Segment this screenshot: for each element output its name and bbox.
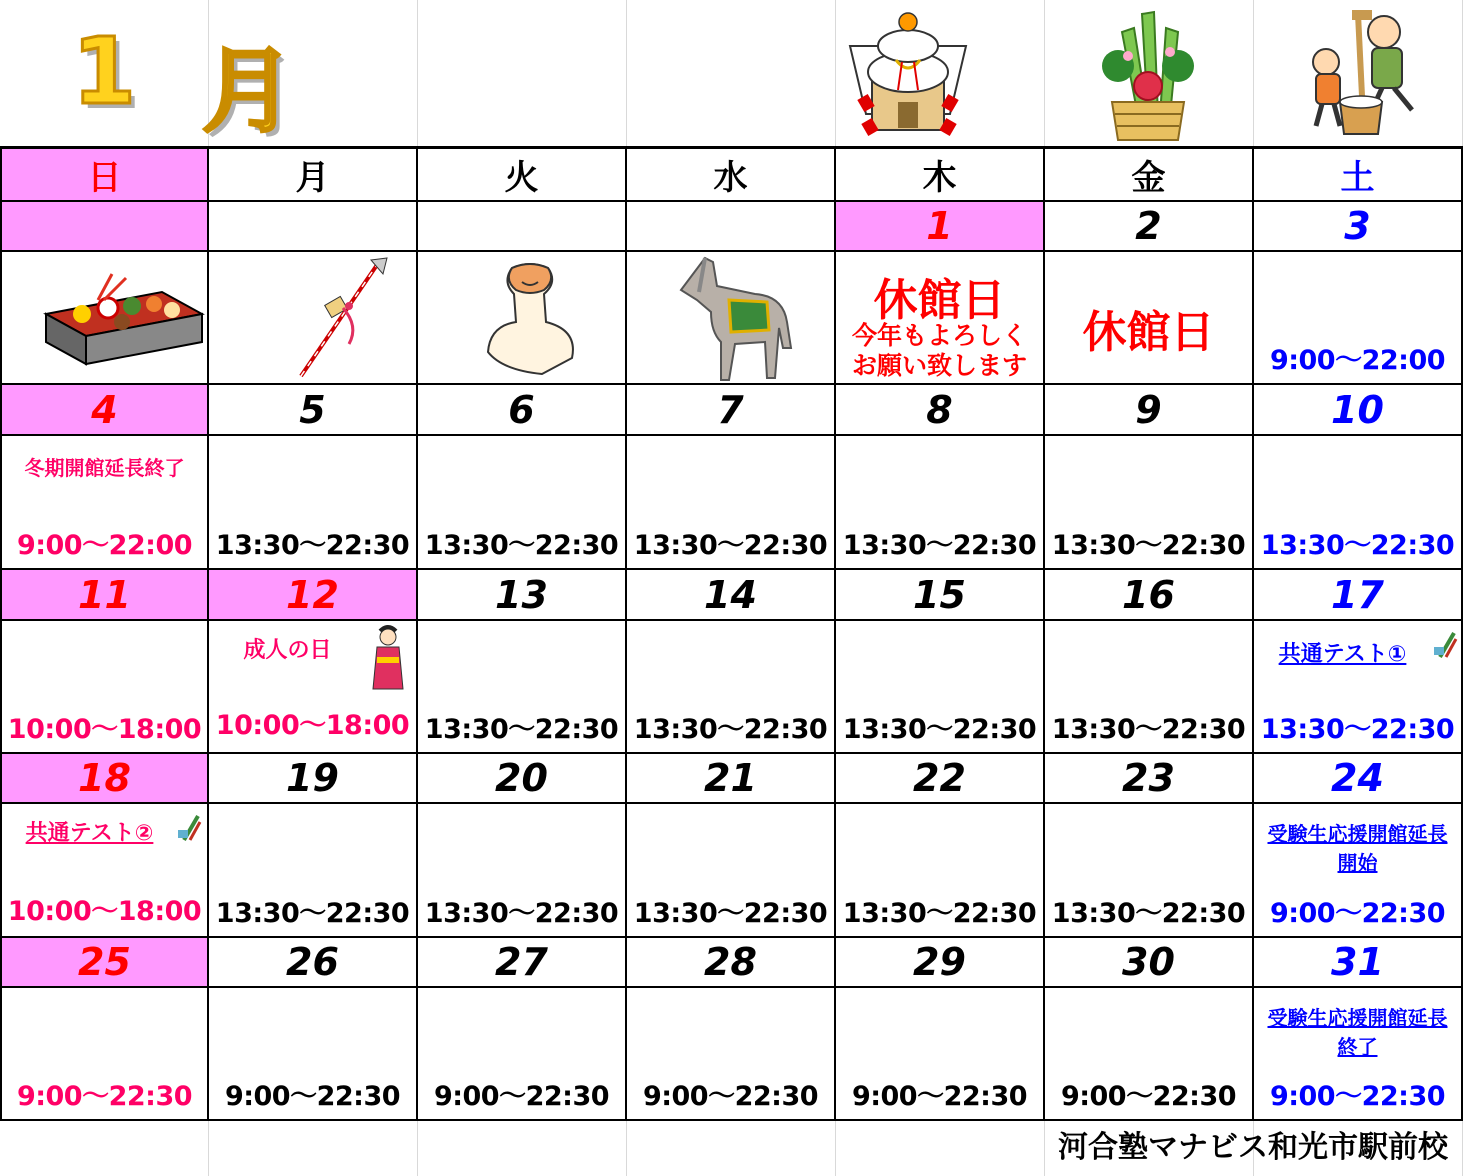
event-note: 受験生応援開館延長 終了 (1267, 1006, 1448, 1059)
day-body (0, 804, 209, 938)
date-cell: 20 (418, 754, 627, 804)
day-body (418, 436, 627, 570)
day-body (418, 252, 627, 385)
date-cell: 3 (1254, 202, 1463, 252)
date-cell: 18 (0, 754, 209, 804)
weekday-sunday: 日 (0, 146, 209, 202)
date-cell (627, 202, 836, 252)
date-cell: 19 (209, 754, 418, 804)
opening-hours: 13:30～22:30 (1051, 714, 1246, 745)
date-cell: 2 (1045, 202, 1254, 252)
date-cell (209, 202, 418, 252)
date-cell: 22 (836, 754, 1045, 804)
weekday-wednesday: 水 (627, 146, 836, 202)
month-kanji: 月 (202, 38, 295, 145)
kagamimochi-icon (842, 10, 974, 144)
date-cell: 14 (627, 570, 836, 621)
opening-hours: 13:30～22:30 (633, 530, 828, 561)
day-body (1254, 252, 1463, 385)
mochitsuki-icon (1302, 10, 1438, 138)
date-cell: 7 (627, 385, 836, 436)
day-body (627, 988, 836, 1121)
event-note: 受験生応援開館延長 開始 (1267, 822, 1448, 875)
opening-hours: 9:00～22:30 (16, 1081, 193, 1112)
day-body (1254, 436, 1463, 570)
greeting-line-2: お願い致します (851, 351, 1027, 380)
weekday-friday: 金 (1045, 146, 1254, 202)
day-body (1045, 436, 1254, 570)
opening-hours: 13:30～22:30 (424, 530, 619, 561)
event-note: 共通テスト② (25, 821, 154, 846)
date-cell: 4 (0, 385, 209, 436)
day-body (209, 252, 418, 385)
date-cell: 23 (1045, 754, 1254, 804)
date-cell: 5 (209, 385, 418, 436)
day-body-closed (836, 252, 1045, 385)
date-cell: 30 (1045, 938, 1254, 988)
opening-hours: 13:30～22:30 (424, 898, 619, 929)
opening-hours: 13:30～22:30 (215, 898, 410, 929)
day-body (0, 252, 209, 385)
opening-hours: 9:00～22:30 (851, 1081, 1028, 1112)
day-body (209, 436, 418, 570)
date-cell: 9 (1045, 385, 1254, 436)
date-cell: 28 (627, 938, 836, 988)
date-cell-holiday: 12 (209, 570, 418, 621)
day-body (418, 988, 627, 1121)
opening-hours: 9:00～22:30 (1269, 898, 1446, 929)
opening-hours: 9:00～22:30 (433, 1081, 610, 1112)
day-body (1254, 804, 1463, 938)
date-cell: 13 (418, 570, 627, 621)
kimono-girl-icon (365, 625, 411, 691)
date-cell (0, 202, 209, 252)
opening-hours: 9:00～22:30 (642, 1081, 819, 1112)
opening-hours: 10:00～18:00 (215, 710, 410, 741)
day-body-closed (1045, 252, 1254, 385)
weekday-thursday: 木 (836, 146, 1045, 202)
date-cell (418, 202, 627, 252)
day-body (0, 621, 209, 754)
day-body (209, 988, 418, 1121)
osechi-icon (42, 270, 206, 366)
weekday-tuesday: 火 (418, 146, 627, 202)
date-cell: 24 (1254, 754, 1463, 804)
day-body (836, 436, 1045, 570)
day-body (1045, 804, 1254, 938)
day-body (1045, 621, 1254, 754)
opening-hours: 10:00～18:00 (7, 896, 202, 927)
date-cell: 16 (1045, 570, 1254, 621)
date-cell: 17 (1254, 570, 1463, 621)
opening-hours: 9:00～22:30 (1269, 1081, 1446, 1112)
day-body (209, 621, 418, 754)
opening-hours: 13:30～22:30 (633, 898, 828, 929)
date-cell: 25 (0, 938, 209, 988)
opening-hours: 9:00～22:30 (224, 1081, 401, 1112)
opening-hours: 13:30～22:30 (633, 714, 828, 745)
opening-hours: 13:30～22:30 (1260, 530, 1455, 561)
weekday-monday: 月 (209, 146, 418, 202)
date-cell: 6 (418, 385, 627, 436)
opening-hours: 9:00～22:00 (1269, 345, 1446, 376)
day-body (836, 988, 1045, 1121)
day-body (627, 436, 836, 570)
kadomatsu-icon (1098, 6, 1198, 144)
opening-hours: 13:30～22:30 (842, 714, 1037, 745)
date-cell: 29 (836, 938, 1045, 988)
opening-hours: 13:30～22:30 (842, 898, 1037, 929)
date-cell: 27 (418, 938, 627, 988)
date-cell: 11 (0, 570, 209, 621)
hamaya-icon (289, 256, 389, 380)
date-cell-holiday: 1 (836, 202, 1045, 252)
opening-hours: 13:30～22:30 (842, 530, 1037, 561)
event-note: 冬期開館延長終了 (24, 456, 185, 480)
day-body (418, 621, 627, 754)
closed-label: 休館日 (1082, 307, 1215, 358)
day-body (627, 804, 836, 938)
day-body (836, 804, 1045, 938)
day-body (418, 804, 627, 938)
date-cell: 31 (1254, 938, 1463, 988)
day-body (1045, 988, 1254, 1121)
weekday-saturday: 土 (1254, 146, 1463, 202)
opening-hours: 13:30～22:30 (1051, 898, 1246, 929)
day-body (836, 621, 1045, 754)
pencil-icon (1434, 629, 1460, 659)
day-body (627, 252, 836, 385)
opening-hours: 9:00～22:00 (16, 530, 193, 561)
opening-hours: 13:30～22:30 (424, 714, 619, 745)
day-body (209, 804, 418, 938)
kagamimochi-shape-icon (482, 262, 578, 376)
date-cell: 8 (836, 385, 1045, 436)
event-note: 共通テスト① (1278, 642, 1407, 667)
day-body (0, 436, 209, 570)
date-cell: 21 (627, 754, 836, 804)
date-cell: 10 (1254, 385, 1463, 436)
opening-hours: 10:00～18:00 (7, 714, 202, 745)
date-cell: 15 (836, 570, 1045, 621)
month-number: 1 (72, 18, 137, 125)
day-body (0, 988, 209, 1121)
date-cell: 26 (209, 938, 418, 988)
day-body (627, 621, 836, 754)
opening-hours: 13:30～22:30 (215, 530, 410, 561)
event-note: 成人の日 (243, 638, 332, 663)
opening-hours: 9:00～22:30 (1060, 1081, 1237, 1112)
day-body (1254, 621, 1463, 754)
pencil-icon (178, 812, 204, 842)
horse-icon (671, 252, 795, 382)
day-body (1254, 988, 1463, 1121)
opening-hours: 13:30～22:30 (1051, 530, 1246, 561)
greeting-line-1: 今年もよろしく (851, 321, 1027, 350)
school-name: 河合塾マナビス和光市駅前校 (1058, 1130, 1448, 1165)
opening-hours: 13:30～22:30 (1260, 714, 1455, 745)
closed-label: 休館日 (873, 275, 1006, 326)
